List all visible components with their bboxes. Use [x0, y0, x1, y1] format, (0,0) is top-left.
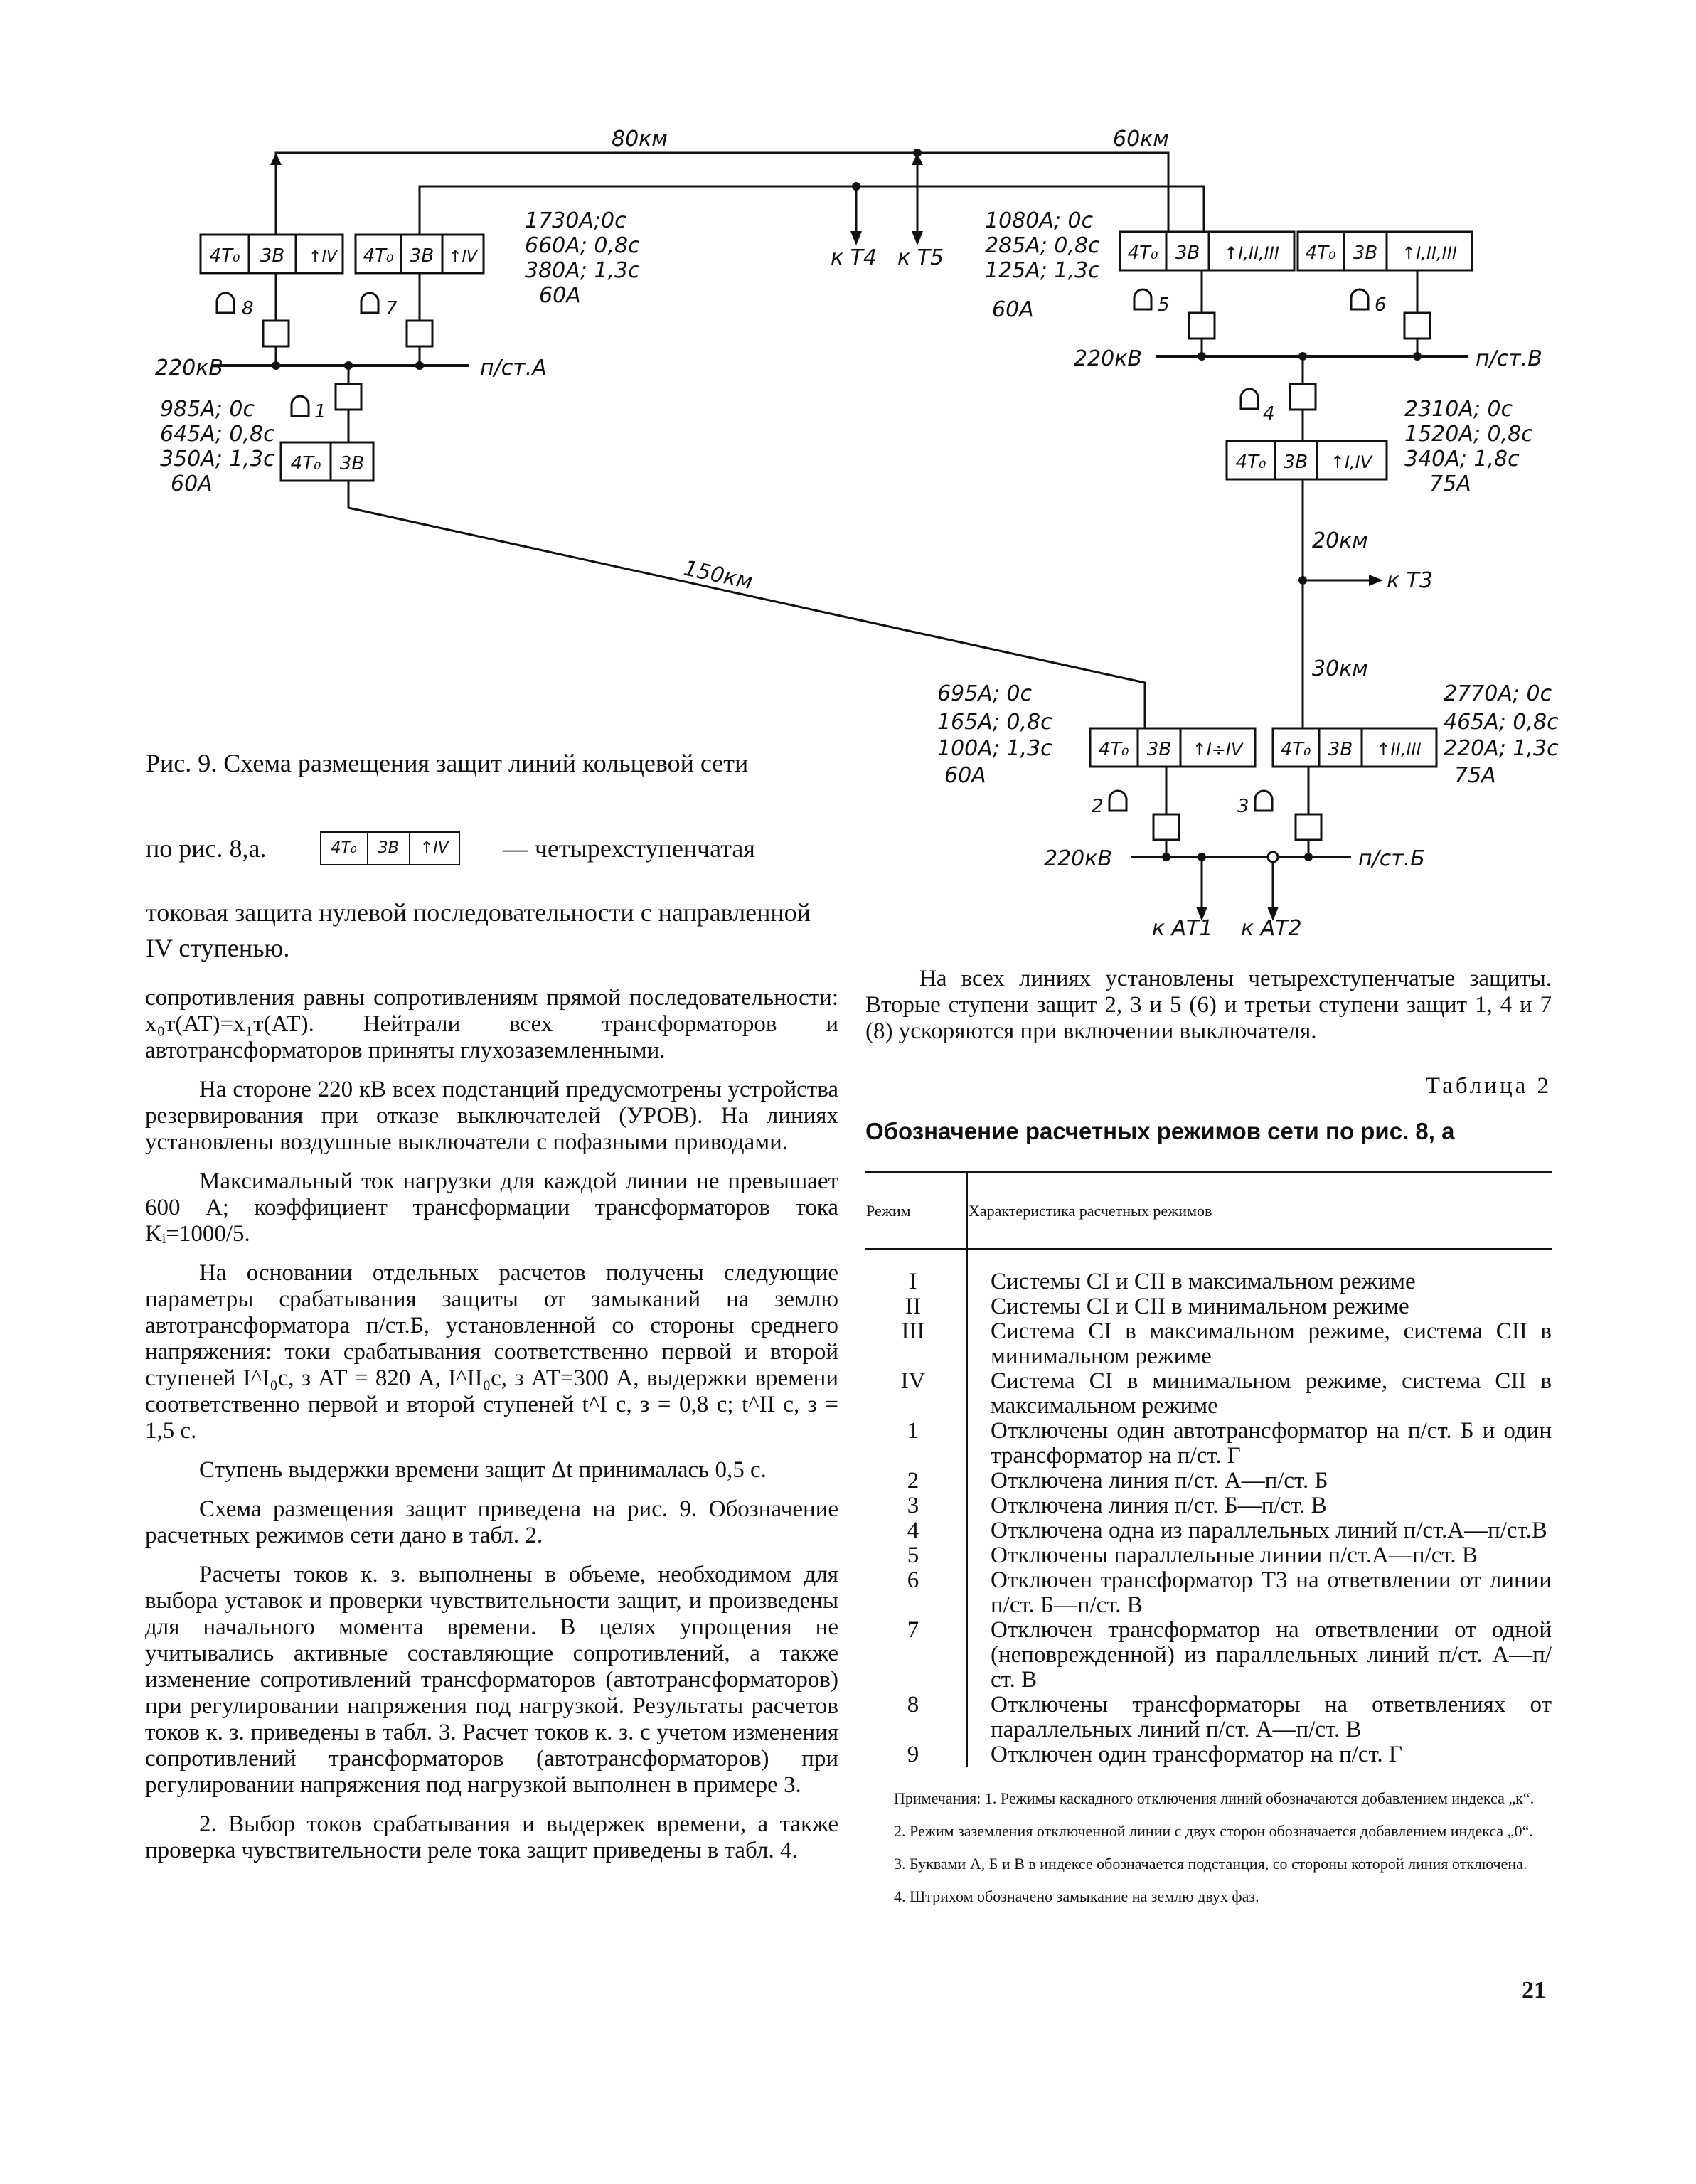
svg-text:60А: 60А — [539, 283, 581, 308]
svg-text:4: 4 — [1263, 403, 1275, 425]
svg-text:4Т₀: 4Т₀ — [1280, 739, 1311, 760]
mode-cell: 8 — [865, 1693, 967, 1742]
paragraph: 2. Выбор токов срабатывания и выдержек времени, а также проверка чувствительности реле тока защит приведены в табл. 4. — [145, 1811, 838, 1863]
paragraph: Ступень выдержки времени защит Δt принималась 0,5 с. — [199, 1457, 767, 1483]
svg-text:↑IV: ↑IV — [309, 248, 337, 266]
table-row — [865, 1742, 1552, 1767]
svg-text:60А: 60А — [992, 297, 1034, 322]
svg-text:380А; 1,3с: 380А; 1,3с — [525, 258, 640, 283]
mode-description-cell: Отключена линия п/ст. Б—п/ст. В — [991, 1493, 1327, 1518]
svg-text:695А; 0с: 695А; 0с — [937, 681, 1033, 706]
mode-cell: 4 — [865, 1518, 967, 1543]
table-row — [865, 1543, 1552, 1568]
paragraph: На всех линиях установлены четырехступенчатые защиты. Вторые ступени защит 2, 3 и 5 (6) и третьи ступени защит 1, 4 и 7 (8) ускоряются при включении выключателя. — [865, 966, 1552, 1044]
svg-text:4Т₀: 4Т₀ — [290, 453, 321, 474]
svg-text:220кВ: 220кВ — [1044, 846, 1112, 871]
table-title: Обозначение расчетных режимов сети по рис. 8, а — [865, 1118, 1455, 1144]
svg-text:3В: 3В — [1328, 739, 1353, 760]
svg-text:985А; 0с: 985А; 0с — [160, 397, 255, 422]
figure-caption — [146, 745, 839, 966]
paragraph: На стороне 220 кВ всех подстанций предусмотрены устройства резервирования при отказе выключателей (УРОВ). На линиях установлены воздушные выключатели с пофазными приводами. — [145, 1077, 838, 1155]
svg-text:5: 5 — [1158, 294, 1170, 316]
svg-text:3В: 3В — [1175, 243, 1200, 264]
breaker-1-icon — [292, 396, 309, 416]
note: Примечания: 1. Режимы каскадного отключения линий обозначаются добавлением индекса „к“. — [894, 1789, 1535, 1807]
table-header-characteristic: Характеристика расчетных режимов — [967, 1172, 1552, 1249]
table-notes — [865, 1789, 1552, 1907]
svg-text:80км: 80км — [612, 127, 668, 151]
svg-text:3В: 3В — [1283, 452, 1308, 473]
paragraph: Максимальный ток нагрузки для каждой линии не превышает 600 А; коэффициент трансформации трансформаторов тока Kᵢ=1000/5. — [145, 1168, 838, 1247]
svg-text:к Т4: к Т4 — [831, 245, 878, 270]
breaker-5-icon — [1134, 289, 1151, 309]
paragraph: На основании отдельных расчетов получены следующие параметры срабатывания защиты от замыканий на землю автотрансформатора п/ст.Б, установленной со стороны среднего напряжения: токи срабатывания соответственно первой и второй ступеней I^I₀с, з АТ = 820 А, I^II₀с, з АТ=300 А, выдержки времени соответственно первой и второй ступеней t^I с, з = 0,8 с; t^II с, з = 1,5 с. — [145, 1260, 839, 1444]
relay-box-4 — [1227, 441, 1387, 479]
svg-text:↑IV: ↑IV — [449, 248, 477, 266]
mode-cell: II — [865, 1294, 967, 1319]
table-row — [865, 1249, 1552, 1294]
svg-text:220кВ: 220кВ — [1074, 346, 1142, 371]
mode-cell: IV — [865, 1369, 967, 1419]
relay-box-2 — [1090, 728, 1255, 767]
mode-cell: III — [865, 1319, 967, 1369]
mode-description-cell: Отключен один трансформатор на п/ст. Г — [991, 1742, 1403, 1767]
paragraph: сопротивления равны сопротивлениям прямой последовательности: x₀т(АТ)=x₁т(АТ). Нейтрали всех трансформаторов и автотрансформаторов приняты глухозаземленными. — [145, 985, 838, 1063]
svg-text:2: 2 — [1092, 796, 1104, 817]
svg-text:150км: 150км — [681, 555, 755, 595]
note: 2. Режим заземления отключенной линии с двух сторон обозначается добавлением индекса „0“. — [894, 1822, 1533, 1840]
svg-text:4Т₀: 4Т₀ — [1305, 243, 1336, 264]
svg-text:1520А; 0,8с: 1520А; 0,8с — [1404, 422, 1533, 447]
table-row — [865, 1568, 1552, 1618]
mode-description-cell: Отключен трансформатор Т3 на ответвлении от линии п/ст. Б—п/ст. В — [991, 1567, 1552, 1618]
breaker-6-icon — [1351, 289, 1368, 309]
relay-box-7 — [356, 235, 484, 273]
svg-text:↑I,II,III: ↑I,II,III — [1224, 243, 1279, 263]
svg-text:60А: 60А — [171, 472, 213, 496]
table-header-mode: Режим — [865, 1172, 967, 1249]
table-row — [865, 1493, 1552, 1518]
caption-line-3: токовая защита нулевой последовательности с направленной IV ступенью. — [146, 898, 811, 962]
legend-relay-box: 4Т₀ 3В ↑IV — [320, 831, 460, 865]
svg-text:п/ст.В: п/ст.В — [1476, 346, 1542, 371]
svg-text:30км: 30км — [1312, 656, 1368, 681]
svg-text:465А; 0,8с: 465А; 0,8с — [1444, 710, 1559, 735]
svg-text:350А; 1,3с: 350А; 1,3с — [160, 447, 275, 472]
svg-text:220кВ: 220кВ — [155, 356, 223, 380]
modes-table — [865, 1171, 1552, 1767]
table-row — [865, 1319, 1552, 1369]
breaker-7-icon — [361, 293, 378, 313]
mode-description-cell: Отключены трансформаторы на ответвлениях от параллельных линий п/ст. А—п/ст. В — [991, 1692, 1552, 1742]
svg-text:п/ст.Б: п/ст.Б — [1358, 846, 1425, 871]
svg-text:3: 3 — [1237, 796, 1249, 817]
mode-cell: I — [865, 1249, 967, 1294]
svg-text:к Т5: к Т5 — [897, 245, 944, 270]
svg-text:60А: 60А — [944, 763, 986, 788]
mode-cell: 3 — [865, 1493, 967, 1518]
svg-text:к АТ2: к АТ2 — [1241, 916, 1302, 941]
mode-cell: 5 — [865, 1543, 967, 1568]
svg-text:4Т₀: 4Т₀ — [1235, 452, 1266, 473]
svg-text:285А; 0,8с: 285А; 0,8с — [985, 233, 1100, 258]
table-row — [865, 1518, 1552, 1543]
breaker-2-icon — [1109, 791, 1126, 811]
svg-text:6: 6 — [1375, 294, 1387, 316]
relay-box-8 — [201, 235, 343, 273]
breaker-3-icon — [1255, 791, 1272, 811]
svg-text:1730А;0с: 1730А;0с — [525, 208, 626, 233]
svg-text:3В: 3В — [260, 245, 285, 267]
note: 4. Штрихом обозначено замыкание на землю двух фаз. — [894, 1887, 1259, 1905]
relay-box-1 — [281, 442, 373, 481]
svg-text:1080А; 0с: 1080А; 0с — [985, 208, 1094, 233]
svg-text:220А; 1,3с: 220А; 1,3с — [1444, 736, 1559, 761]
table-number: Таблица 2 — [1425, 1073, 1552, 1099]
svg-text:2310А; 0с: 2310А; 0с — [1404, 397, 1513, 422]
breaker-4-icon — [1241, 389, 1258, 409]
svg-text:к Т3: к Т3 — [1387, 568, 1434, 593]
mode-description-cell: Отключены параллельные линии п/ст.А—п/ст. В — [991, 1543, 1478, 1568]
breaker-8-icon — [217, 293, 234, 313]
svg-text:↑I,IV: ↑I,IV — [1330, 452, 1372, 472]
svg-text:4Т₀: 4Т₀ — [1127, 243, 1158, 264]
mode-cell: 6 — [865, 1568, 967, 1618]
mode-description-cell: Отключен трансформатор на ответвлении от одной (неповрежденной) из параллельных линий п/ст. А—п/ст. В — [991, 1617, 1552, 1693]
svg-text:20км: 20км — [1312, 528, 1368, 553]
svg-text:60км: 60км — [1113, 127, 1169, 151]
left-text-column — [145, 985, 838, 1864]
mode-cell: 1 — [865, 1419, 967, 1469]
svg-text:4Т₀: 4Т₀ — [363, 245, 394, 267]
svg-text:100А; 1,3с: 100А; 1,3с — [937, 736, 1052, 761]
svg-text:к АТ1: к АТ1 — [1152, 916, 1213, 941]
svg-text:4Т₀: 4Т₀ — [209, 245, 240, 267]
paragraph: Схема размещения защит приведена на рис. 9. Обозначение расчетных режимов сети дано в табл. 2. — [145, 1496, 838, 1548]
svg-text:8: 8 — [242, 298, 254, 319]
mode-description-cell: Система CI в максимальном режиме, система CII в минимальном режиме — [991, 1319, 1552, 1369]
svg-text:165А; 0,8с: 165А; 0,8с — [937, 710, 1052, 735]
note: 3. Буквами А, Б и В в индексе обозначается подстанция, со стороны которой линия отключена. — [894, 1855, 1527, 1873]
caption-line-1: Рис. 9. Схема размещения защит линий кольцевой сети — [146, 749, 749, 777]
mode-description-cell: Система CI в минимальном режиме, система CII в максимальном режиме — [991, 1368, 1552, 1419]
paragraph: Расчеты токов к. з. выполнены в объеме, необходимом для выбора уставок и проверки чувствительности защит, и произведены для начального момента времени. В целях упрощения не учитывались активные составляющие сопротивлений, а также изменение сопротивлений трансформаторов (автотрансформаторов) при регулировании напряжения под нагрузкой. Результаты расчетов токов к. з. приведены в табл. 3. Расчет токов к. з. с учетом изменения сопротивлений трансформаторов (автотрансформаторов) при регулировании напряжения под нагрузкой выполнен в примере 3. — [145, 1562, 838, 1798]
right-text-column — [865, 966, 1552, 1907]
line-top-80-60km — [276, 153, 1168, 162]
mode-description-cell: Системы CI и CII в максимальном режиме — [991, 1269, 1416, 1294]
svg-text:75А: 75А — [1429, 472, 1471, 496]
caption-line-2: по рис. 8,а. 4Т₀ 3В ↑IV — четырехступенчатая — [146, 831, 839, 866]
svg-text:п/ст.А: п/ст.А — [480, 356, 547, 380]
svg-text:125А; 1,3с: 125А; 1,3с — [985, 258, 1100, 283]
svg-text:↑I÷IV: ↑I÷IV — [1192, 740, 1243, 760]
svg-text:2770А; 0с: 2770А; 0с — [1444, 681, 1552, 706]
svg-text:3В: 3В — [1353, 243, 1378, 264]
mode-description-cell: Отключена одна из параллельных линий п/ст.А—п/ст.В — [991, 1518, 1547, 1543]
svg-text:3В: 3В — [409, 245, 434, 267]
table-row — [865, 1294, 1552, 1319]
relay-box-3 — [1273, 728, 1436, 767]
svg-text:3В: 3В — [1146, 739, 1172, 760]
relay-box-6 — [1298, 232, 1472, 270]
mode-cell: 7 — [865, 1618, 967, 1693]
table-row — [865, 1419, 1552, 1469]
svg-text:340А; 1,8с: 340А; 1,8с — [1404, 447, 1520, 472]
svg-text:75А: 75А — [1454, 763, 1496, 788]
svg-text:↑II,III: ↑II,III — [1376, 740, 1422, 760]
mode-cell: 2 — [865, 1469, 967, 1493]
mode-cell: 9 — [865, 1742, 967, 1767]
relay-box-5 — [1120, 232, 1294, 270]
svg-text:645А; 0,8с: 645А; 0,8с — [160, 422, 275, 447]
table-row — [865, 1469, 1552, 1493]
page-number: 21 — [1522, 1977, 1546, 2003]
svg-text:1: 1 — [314, 401, 326, 422]
svg-text:↑I,II,III: ↑I,II,III — [1402, 243, 1457, 263]
svg-text:4Т₀: 4Т₀ — [1098, 739, 1129, 760]
svg-text:7: 7 — [385, 298, 398, 319]
table-row — [865, 1693, 1552, 1742]
svg-text:660А; 0,8с: 660А; 0,8с — [525, 233, 640, 258]
mode-description-cell: Системы CI и CII в минимальном режиме — [991, 1294, 1409, 1319]
mode-description-cell: Отключены один автотрансформатор на п/ст. Б и один трансформатор на п/ст. Г — [991, 1418, 1552, 1469]
mode-description-cell: Отключена линия п/ст. А—п/ст. Б — [991, 1468, 1328, 1493]
svg-text:3В: 3В — [339, 453, 365, 474]
table-row — [865, 1618, 1552, 1693]
table-row — [865, 1369, 1552, 1419]
